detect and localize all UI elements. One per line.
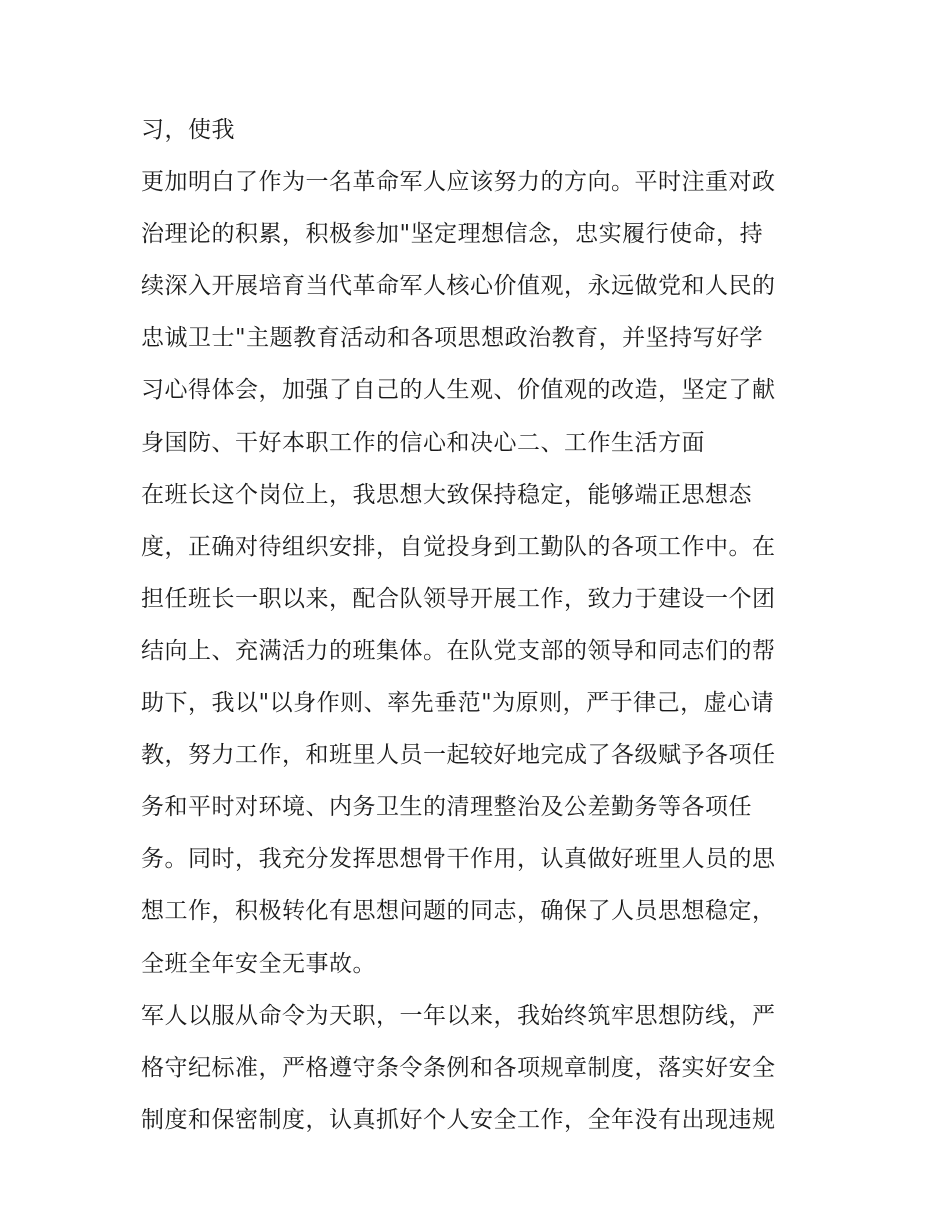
text-line: 制度和保密制度，认真抓好个人安全工作，全年没有出现违规 bbox=[141, 1106, 776, 1133]
text-line: 军人以服从命令为天职，一年以来，我始终筑牢思想防线，严 bbox=[141, 1002, 776, 1029]
text-line: 续深入开展培育当代革命军人核心价值观，永远做党和人民的 bbox=[141, 273, 776, 300]
text-line: 更加明白了作为一名革命军人应该努力的方向。平时注重对政 bbox=[141, 169, 776, 196]
text-line: 格守纪标准，严格遵守条令条例和各项规章制度，落实好安全 bbox=[141, 1054, 776, 1081]
text-line: 习心得体会，加强了自己的人生观、价值观的改造，坚定了献 bbox=[141, 377, 776, 404]
text-line: 在班长这个岗位上，我思想大致保持稳定，能够端正思想态 bbox=[141, 481, 752, 508]
body-text bbox=[141, 110, 821, 1152]
text-line: 治理论的积累，积极参加"坚定理想信念，忠实履行使命，持 bbox=[141, 221, 764, 248]
text-line: 想工作，积极转化有思想问题的同志，确保了人员思想稳定， bbox=[141, 898, 776, 925]
text-line: 务和平时对环境、内务卫生的清理整治及公差勤务等各项任 bbox=[141, 794, 752, 821]
text-line: 担任班长一职以来，配合队领导开展工作，致力于建设一个团 bbox=[141, 585, 776, 612]
text-line: 习，使我 bbox=[141, 117, 235, 143]
text-line: 全班全年安全无事故。 bbox=[141, 950, 376, 977]
text-line: 忠诚卫士"主题教育活动和各项思想政治教育，并坚持写好学 bbox=[141, 325, 764, 352]
text-line: 结向上、充满活力的班集体。在队党支部的领导和同志们的帮 bbox=[141, 637, 776, 664]
text-line: 助下，我以"以身作则、率先垂范"为原则，严于律己，虚心请 bbox=[141, 690, 775, 717]
text-line: 度，正确对待组织安排，自觉投身到工勤队的各项工作中。在 bbox=[141, 533, 776, 560]
text-line: 身国防、干好本职工作的信心和决心二、工作生活方面 bbox=[141, 429, 705, 456]
text-line: 教，努力工作，和班里人员一起较好地完成了各级赋予各项任 bbox=[141, 742, 776, 769]
text-line: 务。同时，我充分发挥思想骨干作用，认真做好班里人员的思 bbox=[141, 846, 776, 873]
